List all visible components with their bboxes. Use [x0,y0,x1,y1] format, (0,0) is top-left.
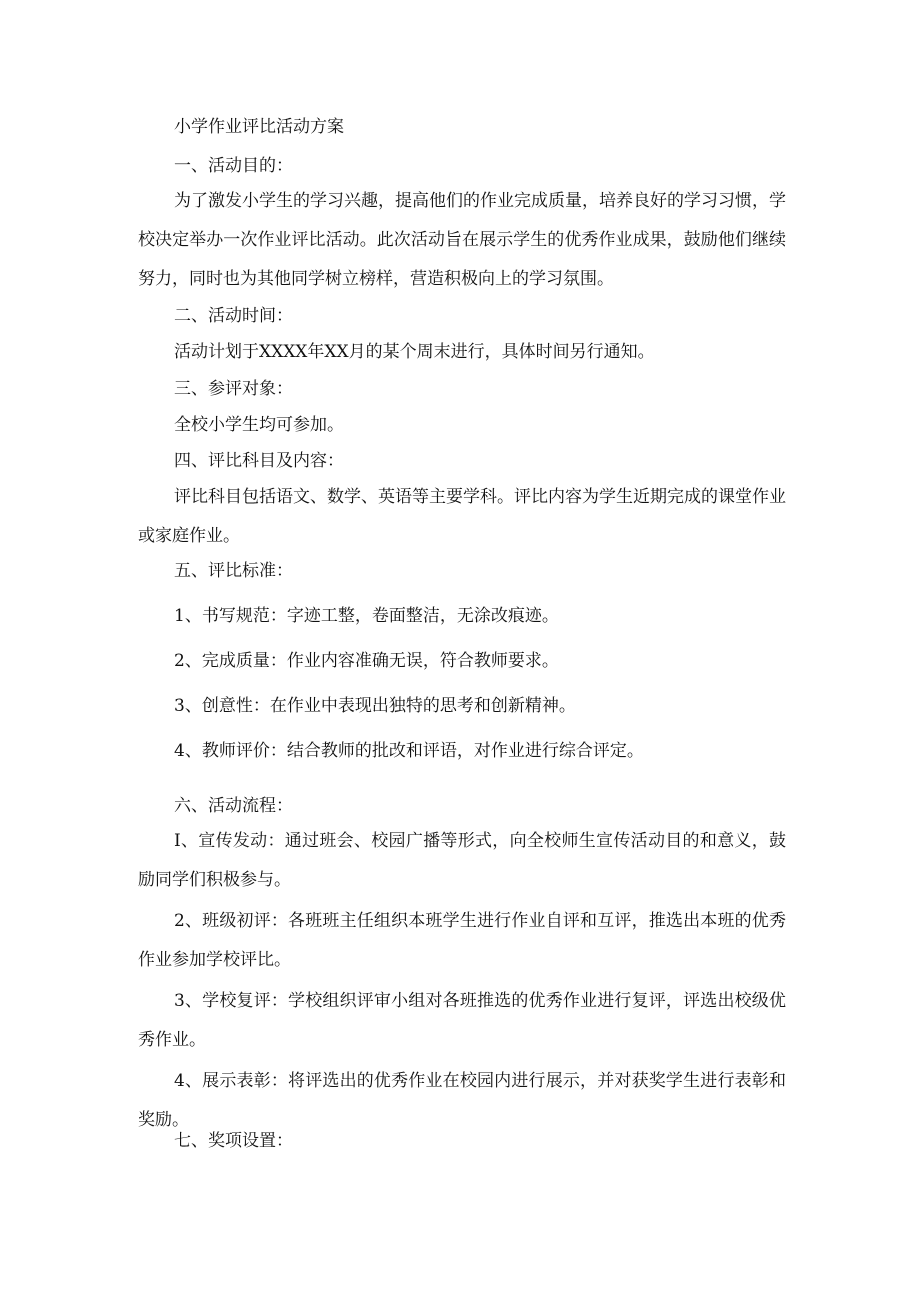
section-body-purpose: 为了激发小学生的学习兴趣，提高他们的作业完成质量，培养良好的学习习惯，学校决定举办一次作业评比活动。此次活动旨在展示学生的优秀作业成果，鼓励他们继续努力，同时也为其他同学树立榜样，营造积极向上的学习氛围。 [138,191,786,289]
process-item: I、宣传发动：通过班会、校园广播等形式，向全校师生宣传活动目的和意义，鼓励同学们积极参与。 [138,831,786,890]
section-heading-process: 六、活动流程： [174,796,293,816]
section-body-time: 活动计划于XXXX年XX月的某个周末进行，具体时间另行通知。 [174,342,655,362]
process-item: 3、学校复评：学校组织评审小组对各班推选的优秀作业进行复评，评选出校级优秀作业。 [138,991,786,1050]
document-title: 小学作业评比活动方案 [174,117,344,137]
section-body-participants: 全校小学生均可参加。 [174,415,344,435]
criteria-item: 1、书写规范：字迹工整，卷面整洁，无涂改痕迹。 [174,606,559,626]
section-heading-time: 二、活动时间： [174,306,293,326]
section-heading-purpose: 一、活动目的： [174,156,293,176]
section-heading-awards: 七、奖项设置： [174,1131,293,1151]
section-body-subjects: 评比科目包括语文、数学、英语等主要学科。评比内容为学生近期完成的课堂作业或家庭作业。 [138,487,786,546]
process-item: 2、班级初评：各班班主任组织本班学生进行作业自评和互评，推选出本班的优秀作业参加学校评比。 [138,911,786,970]
criteria-item: 3、创意性：在作业中表现出独特的思考和创新精神。 [174,696,576,716]
criteria-item: 2、完成质量：作业内容准确无误，符合教师要求。 [174,651,559,671]
process-item: 4、展示表彰：将评选出的优秀作业在校园内进行展示，并对获奖学生进行表彰和奖励。 [138,1071,786,1130]
criteria-item: 4、教师评价：结合教师的批改和评语，对作业进行综合评定。 [174,741,644,761]
section-heading-criteria: 五、评比标准： [174,561,293,581]
section-heading-subjects: 四、评比科目及内容： [174,451,344,471]
section-heading-participants: 三、参评对象： [174,379,293,399]
